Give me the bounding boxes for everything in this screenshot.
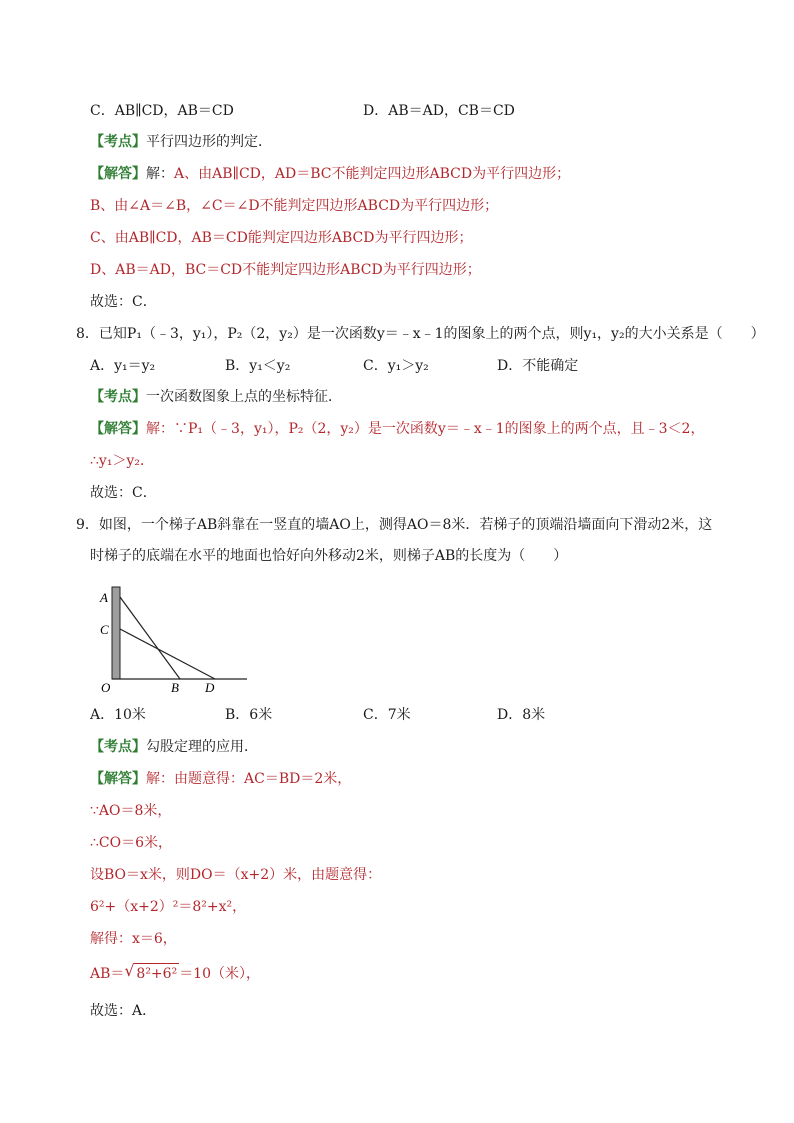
q9-stem-1: 9．如图，一个梯子AB斜靠在一竖直的墙AO上，测得AO＝8米．若梯子的顶端沿墙面向下滑动2米，这 [76, 517, 713, 533]
ladder-ab [120, 597, 180, 679]
q8-kaodian [90, 387, 342, 407]
q9-option-c: C．7米 [363, 707, 411, 723]
q8-stem: 8．已知P₁（﹣3，y₁），P₂（2，y₂）是一次函数y＝﹣x﹣1的图象上的两个点，则y₁，y₂的大小关系是（ ） [76, 326, 765, 342]
q7-kaodian [90, 132, 272, 152]
ladder-cd [120, 629, 215, 679]
q9-option-a: A．10米 [90, 707, 146, 723]
q9-option-d: D．8米 [497, 707, 546, 723]
jieda-tag: 【解答】 [90, 421, 146, 437]
ab-result: ＝10（米）， [179, 966, 261, 982]
q7-line-4: D、AB＝AD，BC＝CD不能判定四边形ABCD为平行四边形； [90, 262, 481, 278]
radicand: 8²+6² [134, 963, 179, 984]
kaodian-tag: 【考点】 [90, 389, 146, 405]
q8-jieda [90, 419, 704, 439]
label-b: B [171, 680, 179, 695]
q9-option-b: B．6米 [225, 707, 273, 723]
jieda-text: 解：∵P₁（﹣3，y₁），P₂（2，y₂）是一次函数y＝﹣x﹣1的图象上的两个点，且﹣3＜2， [146, 421, 705, 437]
jieda-text: 解：由题意得：AC＝BD＝2米， [146, 771, 352, 787]
q7-option-d: D．AB＝AD，CB＝CD [363, 103, 515, 119]
label-a: A [100, 590, 108, 605]
sqrt-icon: √ [124, 961, 135, 980]
q9-stem-2: 时梯子的底端在水平的地面也恰好向外移动2米，则梯子AB的长度为（ ） [90, 548, 568, 564]
q9-jieda [90, 769, 351, 789]
q8-option-c: C．y₁＞y₂ [363, 358, 429, 374]
q7-line-2: B、由∠A＝∠B，∠C＝∠D不能判定四边形ABCD为平行四边形； [90, 198, 499, 214]
jieda-prefix: 解： [146, 166, 174, 182]
label-o: O [101, 680, 111, 695]
q8-option-b: B．y₁＜y₂ [225, 358, 291, 374]
jieda-tag: 【解答】 [90, 771, 146, 787]
q8-option-a: A．y₁＝y₂ [90, 358, 156, 374]
kaodian-tag: 【考点】 [90, 739, 146, 755]
sqrt-expression [124, 963, 179, 984]
q9-line-7 [90, 963, 260, 984]
kaodian-tag: 【考点】 [90, 134, 146, 150]
q7-answer: 故选：C． [90, 294, 157, 310]
q7-line-3: C、由AB∥CD，AB＝CD能判定四边形ABCD为平行四边形； [90, 230, 473, 246]
q9-line-3: ∴CO＝6米， [90, 835, 173, 851]
ladder-figure [95, 582, 255, 697]
q9-line-6: 解得：x＝6， [90, 931, 177, 947]
q8-line-2: ∴y₁＞y₂． [90, 453, 154, 469]
q9-answer: 故选：A． [90, 1003, 157, 1019]
q7-jieda [90, 164, 570, 184]
kaodian-text: 平行四边形的判定． [146, 134, 272, 150]
kaodian-text: 勾股定理的应用． [146, 739, 258, 755]
q8-answer: 故选：C． [90, 485, 157, 501]
q9-line-5: 6²+（x+2）²＝8²+x²， [90, 899, 247, 915]
kaodian-text: 一次函数图象上点的坐标特征． [146, 389, 342, 405]
q9-kaodian [90, 737, 258, 757]
wall [112, 587, 120, 679]
label-c: C [100, 622, 109, 637]
jieda-tag: 【解答】 [90, 166, 146, 182]
jieda-line: A、由AB∥CD，AD＝BC不能判定四边形ABCD为平行四边形； [174, 166, 571, 182]
q7-option-c: C．AB∥CD，AB＝CD [90, 103, 234, 119]
q8-option-d: D．不能确定 [497, 358, 579, 374]
q9-line-2: ∵AO＝8米， [90, 803, 172, 819]
label-d: D [205, 680, 215, 695]
q9-line-4: 设BO＝x米，则DO＝（x+2）米，由题意得： [90, 867, 382, 883]
ab-label: AB＝ [90, 966, 125, 982]
